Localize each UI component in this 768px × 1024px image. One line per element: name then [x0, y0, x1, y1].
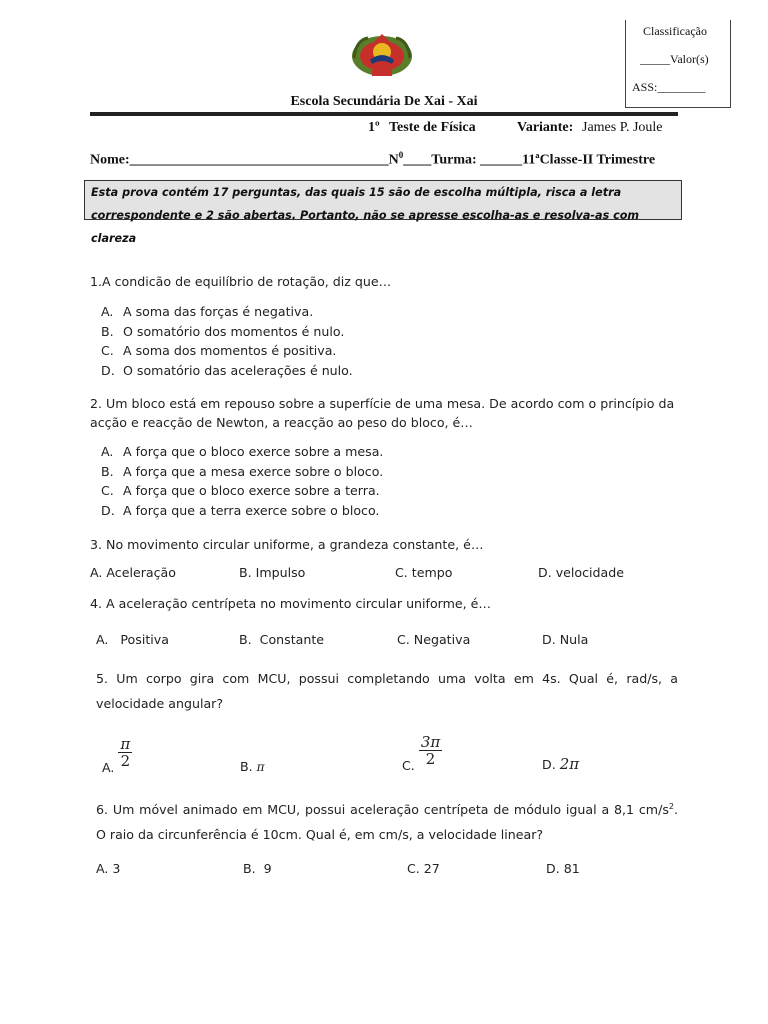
option[interactable]: B. Constante [239, 632, 325, 647]
variant-label: Variante: [517, 120, 574, 135]
class-field: ____Turma: ______11ªClasse-II Trimestre [403, 152, 656, 168]
option[interactable]: D. A força que a terra exerce sobre o bloco. [101, 502, 380, 518]
option[interactable]: B. 9 [243, 861, 272, 876]
option[interactable]: C. Negativa [397, 632, 471, 647]
option[interactable]: A. Aceleração [90, 565, 176, 580]
header-divider [90, 112, 678, 116]
option[interactable]: C. $\frac{3\pi}{2}$ [402, 733, 441, 773]
test-number: 1º [368, 120, 380, 135]
test-title: Teste de Física [389, 120, 476, 135]
option[interactable]: A. 3 [96, 861, 121, 876]
option[interactable]: B. π [240, 759, 265, 774]
name-field: Nome:_____________________________________N [90, 152, 399, 168]
signature-field: ASS:________ [632, 80, 706, 94]
variant-value: James P. Joule [582, 120, 663, 135]
question-5-text: 5. Um corpo gira com MCU, possui completando uma volta em 4s. Qual é, rad/s, a velocidade angular? [96, 671, 678, 711]
option[interactable]: A. $\frac{\pi}{2}$ [102, 735, 131, 775]
question-3-text: 3. No movimento circular uniforme, a grandeza constante, é… [90, 537, 484, 552]
option[interactable]: A. Positiva [96, 632, 169, 647]
option[interactable]: D. velocidade [538, 565, 624, 580]
question-2-text: 2. Um bloco está em repouso sobre a superfície de uma mesa. De acordo com o princípio da acção e reacção de Newton, a reacção ao peso do bloco, é… [90, 396, 675, 430]
question-4-text: 4. A aceleração centrípeta no movimento circular uniforme, é… [90, 596, 491, 611]
option[interactable]: B. O somatório dos momentos é nulo. [101, 323, 345, 339]
option[interactable]: D. Nula [542, 632, 589, 647]
option[interactable]: C. 27 [407, 861, 440, 876]
value-field: _____Valor(s) [640, 52, 709, 66]
option[interactable]: C. A soma dos momentos é positiva. [101, 343, 337, 358]
question-6-text: 6. Um móvel animado em MCU, possui aceleração centrípeta de módulo igual a 8,1 $cm/s^2$. O raio da circunferência é 10cm. Qual é, em cm/s, a velocidade linear? [96, 802, 678, 843]
option[interactable]: D. O somatório das acelerações é nulo. [101, 362, 353, 378]
question-1-options [101, 304, 353, 382]
option[interactable]: B. Impulso [239, 565, 306, 580]
student-info-line: $Nome:\_\_\_\_\_\_\_\_\_\_\_\_\_\_\_\_\_\_\_\_\_\_\_\_\_\_\_\_\_\_\_\_\_\_\_\_\_N^0\_\_\_\_Turma$: ______11ªClasse-II Trimestre [90, 150, 656, 168]
option[interactable]: A. A força que o bloco exerce sobre a mesa. [101, 444, 384, 459]
option[interactable]: C. tempo [395, 565, 453, 580]
school-name: Escola Secundária De Xai - Xai [290, 94, 478, 109]
option[interactable]: D. 2π [542, 755, 580, 773]
question-1-text: 1.A condicão de equilíbrio de rotação, diz que… [90, 274, 392, 289]
option[interactable]: C. A força que o bloco exerce sobre a terra. [101, 483, 380, 498]
classification-label: Classificação [643, 24, 707, 38]
exam-instructions: Esta prova contém 17 perguntas, das quais 15 são de escolha múltipla, risca a letra correspondente e 2 são abertas. Portanto, não se apresse escolha-as e resolva-as com clareza [84, 180, 682, 220]
option[interactable]: D. 81 [546, 861, 580, 876]
option[interactable]: B. A força que a mesa exerce sobre o bloco. [101, 463, 384, 479]
question-2-options [101, 444, 383, 522]
national-emblem-icon [346, 30, 418, 80]
option[interactable]: A. A soma das forças é negativa. [101, 304, 314, 319]
